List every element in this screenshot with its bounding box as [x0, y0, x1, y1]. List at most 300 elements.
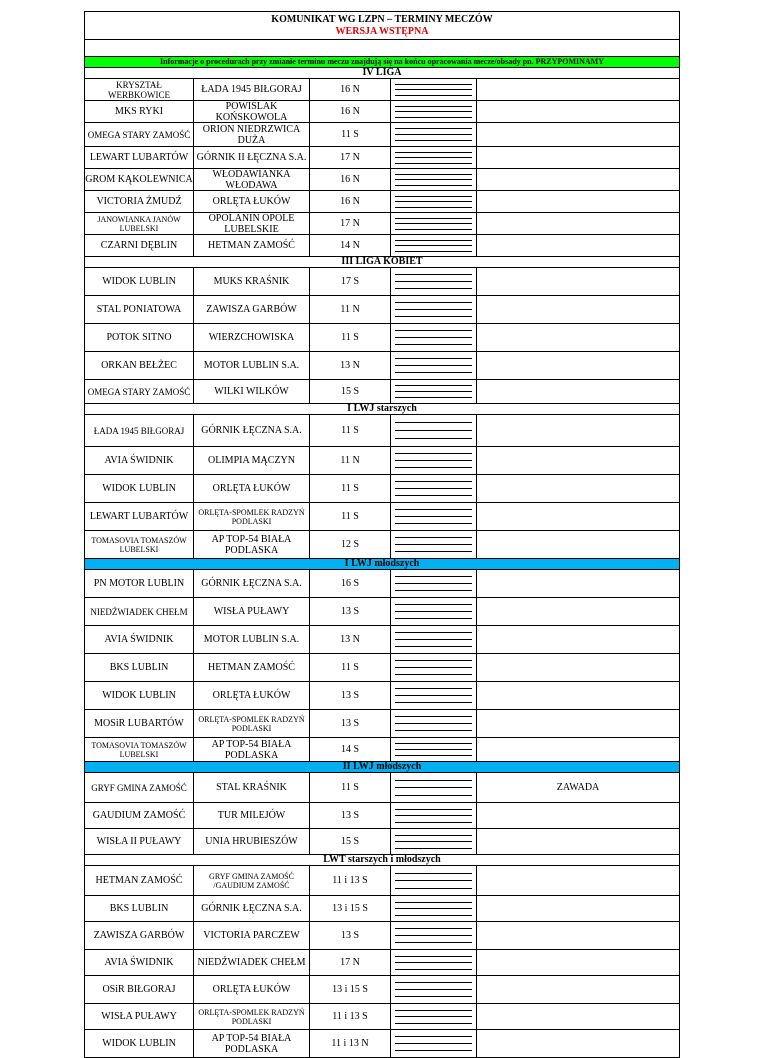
note-line: [395, 438, 472, 439]
note-line: [395, 660, 472, 661]
home-team: WIDOK LUBLIN: [85, 268, 194, 295]
notes-lines: [391, 682, 477, 709]
notes-lines: [391, 447, 477, 474]
notes-lines: [391, 1030, 477, 1057]
remark: [477, 447, 679, 474]
notes-lines: [391, 147, 477, 168]
match-row: [84, 531, 680, 559]
match-day: 16 N: [310, 169, 391, 190]
match-row: [84, 626, 680, 654]
note-line: [395, 835, 472, 836]
note-line: [395, 467, 472, 468]
note-line: [395, 179, 472, 180]
away-team: STAL KRAŚNIK: [194, 773, 310, 802]
note-line: [395, 1050, 472, 1051]
match-row: [84, 922, 680, 950]
home-team: CZARNI DĘBLIN: [85, 235, 194, 256]
remark: [477, 710, 679, 737]
match-day: 11 i 13 S: [310, 866, 391, 895]
home-team: AVIA ŚWIDNIK: [85, 950, 194, 975]
notes-lines: [391, 1004, 477, 1029]
section-header: IV LIGA: [84, 68, 680, 79]
home-team: MOSiR LUBARTÓW: [85, 710, 194, 737]
note-line: [395, 902, 472, 903]
notes-lines: [391, 950, 477, 975]
remark: [477, 570, 679, 597]
match-row: [84, 191, 680, 213]
remark: [477, 147, 679, 168]
note-line: [395, 702, 472, 703]
note-line: [395, 908, 472, 909]
home-team: JANOWIANKA JANÓW LUBELSKI: [85, 213, 194, 234]
note-line: [395, 604, 472, 605]
remark: [477, 169, 679, 190]
match-day: 13 S: [310, 922, 391, 949]
away-team: ŁADA 1945 BIŁGORAJ: [194, 79, 310, 100]
note-line: [395, 688, 472, 689]
away-team: ORLĘTA ŁUKÓW: [194, 191, 310, 212]
match-day: 17 N: [310, 213, 391, 234]
away-team: HETMAN ZAMOŚĆ: [194, 654, 310, 681]
match-row: [84, 976, 680, 1004]
notes-lines: [391, 654, 477, 681]
match-row: [84, 682, 680, 710]
note-line: [395, 632, 472, 633]
away-team: AP TOP-54 BIAŁA PODLASKA: [194, 531, 310, 558]
note-line: [395, 516, 472, 517]
match-day: 11 S: [310, 654, 391, 681]
match-day: 17 N: [310, 950, 391, 975]
note-line: [395, 646, 472, 647]
note-line: [395, 218, 472, 219]
home-team: OMEGA STARY ZAMOŚĆ: [85, 123, 194, 146]
away-team: AP TOP-54 BIAŁA PODLASKA: [194, 738, 310, 761]
remark: [477, 79, 679, 100]
note-line: [395, 509, 472, 510]
note-line: [395, 982, 472, 983]
away-team: MUKS KRAŚNIK: [194, 268, 310, 295]
notes-lines: [391, 773, 477, 802]
notes-lines: [391, 531, 477, 558]
note-line: [395, 942, 472, 943]
schedule-sheet: [84, 11, 680, 1058]
note-line: [395, 207, 472, 208]
note-line: [395, 618, 472, 619]
match-day: 13 S: [310, 598, 391, 625]
remark: [477, 475, 679, 502]
note-line: [395, 330, 472, 331]
match-row: [84, 803, 680, 829]
match-row: [84, 1004, 680, 1030]
note-line: [395, 344, 472, 345]
notes-lines: [391, 380, 477, 403]
notes-lines: [391, 570, 477, 597]
version-label: WERSJA WSTĘPNA: [335, 26, 429, 37]
note-line: [395, 583, 472, 584]
note-line: [395, 755, 472, 756]
notes-lines: [391, 324, 477, 351]
match-row: [84, 866, 680, 896]
away-team: MOTOR LUBLIN S.A.: [194, 352, 310, 379]
notes-lines: [391, 976, 477, 1003]
match-day: 15 S: [310, 829, 391, 854]
match-day: 11 i 13 S: [310, 1004, 391, 1029]
note-line: [395, 128, 472, 129]
away-team: NIEDŹWIADEK CHEŁM: [194, 950, 310, 975]
note-line: [395, 639, 472, 640]
note-line: [395, 787, 472, 788]
home-team: LEWART LUBARTÓW: [85, 147, 194, 168]
note-line: [395, 185, 472, 186]
remark: [477, 829, 679, 854]
document-title: KOMUNIKAT WG LZPN – TERMINY MECZÓW: [271, 14, 493, 25]
home-team: PN MOTOR LUBLIN: [85, 570, 194, 597]
note-line: [395, 358, 472, 359]
notes-lines: [391, 896, 477, 921]
home-team: STAL PONIATOWA: [85, 296, 194, 323]
note-line: [395, 134, 472, 135]
home-team: WISŁA PUŁAWY: [85, 1004, 194, 1029]
home-team: KRYSZTAŁ WERBKOWICE: [85, 79, 194, 100]
note-line: [395, 667, 472, 668]
match-day: 13 N: [310, 352, 391, 379]
note-line: [395, 89, 472, 90]
note-line: [395, 240, 472, 241]
remark: ZAWADA: [556, 782, 600, 793]
note-line: [395, 996, 472, 997]
notes-lines: [391, 191, 477, 212]
note-line: [395, 723, 472, 724]
note-line: [395, 302, 472, 303]
away-team: OPOLANIN OPOLE LUBELSKIE: [194, 213, 310, 234]
note-line: [395, 749, 472, 750]
away-team: VICTORIA PARCZEW: [194, 922, 310, 949]
remark: [477, 296, 679, 323]
section-header: II LWJ młodszych: [84, 762, 680, 773]
match-day: 13 i 15 S: [310, 976, 391, 1003]
info-bar: Informacje o procedurach przy zmianie terminu meczu znajdują się na końcu opracowania mecze/obsady pn. PRZYPOMINAMY: [84, 56, 680, 68]
note-line: [395, 229, 472, 230]
match-day: 16 N: [310, 79, 391, 100]
note-line: [395, 1023, 472, 1024]
match-row: [84, 447, 680, 475]
home-team: OSiR BIŁGORAJ: [85, 976, 194, 1003]
match-day: 13 N: [310, 626, 391, 653]
away-team: GÓRNIK II ŁĘCZNA S.A.: [194, 147, 310, 168]
home-team: GRYF GMINA ZAMOŚĆ: [85, 773, 194, 802]
remark: [477, 654, 679, 681]
notes-lines: [391, 803, 477, 828]
match-day: 14 N: [310, 235, 391, 256]
away-team: WILKI WILKÓW: [194, 380, 310, 403]
note-line: [395, 928, 472, 929]
away-team: POWIŚLAK KOŃSKOWOLA: [194, 101, 310, 122]
note-line: [395, 523, 472, 524]
home-team: WIDOK LUBLIN: [85, 475, 194, 502]
note-line: [395, 815, 472, 816]
note-line: [395, 157, 472, 158]
home-team: TOMASOVIA TOMASZÓW LUBELSKI: [85, 738, 194, 761]
header-spacer: [84, 40, 680, 56]
note-line: [395, 716, 472, 717]
away-team: OLIMPIA MĄCZYN: [194, 447, 310, 474]
match-day: 17 S: [310, 268, 391, 295]
home-team: WIDOK LUBLIN: [85, 1030, 194, 1057]
notes-lines: [391, 213, 477, 234]
remark: [477, 123, 679, 146]
note-line: [395, 174, 472, 175]
notes-lines: [391, 79, 477, 100]
away-team: ORLĘTA ŁUKÓW: [194, 475, 310, 502]
note-line: [395, 730, 472, 731]
home-team: ORKAN BEŁŻEC: [85, 352, 194, 379]
section-header: I LWJ młodszych: [84, 559, 680, 570]
home-team: BKS LUBLIN: [85, 896, 194, 921]
notes-lines: [391, 415, 477, 446]
note-line: [395, 1016, 472, 1017]
match-row: [84, 829, 680, 855]
note-line: [395, 453, 472, 454]
match-row: [84, 475, 680, 503]
remark: [477, 950, 679, 975]
note-line: [395, 196, 472, 197]
away-team: WISŁA PUŁAWY: [194, 598, 310, 625]
remark: [477, 738, 679, 761]
match-day: 11 S: [310, 475, 391, 502]
note-line: [395, 111, 472, 112]
match-row: [84, 352, 680, 380]
note-line: [395, 962, 472, 963]
away-team: GÓRNIK ŁĘCZNA S.A.: [194, 896, 310, 921]
note-line: [395, 841, 472, 842]
note-line: [395, 848, 472, 849]
note-line: [395, 551, 472, 552]
note-line: [395, 245, 472, 246]
away-team: ZAWISZA GARBÓW: [194, 296, 310, 323]
away-team: AP TOP-54 BIAŁA PODLASKA: [194, 1030, 310, 1057]
match-day: 14 S: [310, 738, 391, 761]
match-day: 16 N: [310, 191, 391, 212]
header-box: [84, 11, 680, 40]
notes-lines: [391, 626, 477, 653]
home-team: HETMAN ZAMOŚĆ: [85, 866, 194, 895]
match-row: [84, 738, 680, 762]
match-day: 13 S: [310, 682, 391, 709]
note-line: [395, 1010, 472, 1011]
away-team: ORLĘTA ŁUKÓW: [194, 682, 310, 709]
note-line: [395, 780, 472, 781]
notes-lines: [391, 710, 477, 737]
note-line: [395, 969, 472, 970]
remark: [477, 101, 679, 122]
match-row: [84, 268, 680, 296]
away-team: ORLĘTA ŁUKÓW: [194, 976, 310, 1003]
remark: [477, 380, 679, 403]
match-day: 15 S: [310, 380, 391, 403]
match-row: [84, 773, 680, 803]
match-row: [84, 324, 680, 352]
notes-lines: [391, 268, 477, 295]
note-line: [395, 391, 472, 392]
note-line: [395, 251, 472, 252]
note-line: [395, 743, 472, 744]
match-day: 16 S: [310, 570, 391, 597]
remark: [477, 268, 679, 295]
remark: [477, 803, 679, 828]
note-line: [395, 481, 472, 482]
note-line: [395, 365, 472, 366]
notes-lines: [391, 738, 477, 761]
note-line: [395, 385, 472, 386]
match-row: [84, 101, 680, 123]
match-day: 11 S: [310, 123, 391, 146]
note-line: [395, 309, 472, 310]
note-line: [395, 106, 472, 107]
home-team: AVIA ŚWIDNIK: [85, 626, 194, 653]
note-line: [395, 809, 472, 810]
match-day: 12 S: [310, 531, 391, 558]
match-day: 11 S: [310, 503, 391, 530]
note-line: [395, 397, 472, 398]
sections-container: [84, 68, 680, 1058]
remark: [477, 896, 679, 921]
section-header: LWT starszych i młodszych: [84, 855, 680, 866]
notes-lines: [391, 866, 477, 895]
match-row: [84, 79, 680, 101]
note-line: [395, 1036, 472, 1037]
away-team: ORLĘTA-SPOMLEK RADZYŃ PODLASKI: [194, 503, 310, 530]
home-team: AVIA ŚWIDNIK: [85, 447, 194, 474]
note-line: [395, 316, 472, 317]
notes-lines: [391, 829, 477, 854]
home-team: WISŁA II PUŁAWY: [85, 829, 194, 854]
notes-lines: [391, 475, 477, 502]
home-team: TOMASOVIA TOMASZÓW LUBELSKI: [85, 531, 194, 558]
remark: [477, 626, 679, 653]
remark: [477, 191, 679, 212]
notes-lines: [391, 296, 477, 323]
note-line: [395, 880, 472, 881]
note-line: [395, 822, 472, 823]
section-header: III LIGA KOBIET: [84, 257, 680, 268]
home-team: BKS LUBLIN: [85, 654, 194, 681]
note-line: [395, 140, 472, 141]
remark: [477, 415, 679, 446]
note-line: [395, 95, 472, 96]
match-day: 13 i 15 S: [310, 896, 391, 921]
home-team: GAUDIUM ZAMOŚĆ: [85, 803, 194, 828]
note-line: [395, 989, 472, 990]
note-line: [395, 915, 472, 916]
home-team: MKS RYKI: [85, 101, 194, 122]
note-line: [395, 695, 472, 696]
note-line: [395, 935, 472, 936]
match-row: [84, 380, 680, 404]
away-team: MOTOR LUBLIN S.A.: [194, 626, 310, 653]
away-team: WŁODAWIANKA WŁODAWA: [194, 169, 310, 190]
match-row: [84, 896, 680, 922]
remark: [477, 598, 679, 625]
note-line: [395, 281, 472, 282]
match-day: 11 i 13 N: [310, 1030, 391, 1057]
match-row: [84, 123, 680, 147]
notes-lines: [391, 123, 477, 146]
note-line: [395, 488, 472, 489]
away-team: GRYF GMINA ZAMOŚĆ /GAUDIUM ZAMOŚĆ: [194, 866, 310, 895]
note-line: [395, 1043, 472, 1044]
remark: [477, 976, 679, 1003]
match-row: [84, 570, 680, 598]
notes-lines: [391, 235, 477, 256]
match-day: 16 N: [310, 101, 391, 122]
away-team: GÓRNIK ŁĘCZNA S.A.: [194, 415, 310, 446]
note-line: [395, 223, 472, 224]
away-team: ORLĘTA-SPOMLEK RADZYŃ PODLASKI: [194, 1004, 310, 1029]
away-team: ORLĘTA-SPOMLEK RADZYŃ PODLASKI: [194, 710, 310, 737]
remark: [477, 1004, 679, 1029]
note-line: [395, 873, 472, 874]
match-day: 11 S: [310, 773, 391, 802]
home-team: ŁADA 1945 BIŁGORAJ: [85, 415, 194, 446]
note-line: [395, 163, 472, 164]
away-team: UNIA HRUBIESZÓW: [194, 829, 310, 854]
note-line: [395, 274, 472, 275]
note-line: [395, 288, 472, 289]
note-line: [395, 430, 472, 431]
home-team: NIEDŹWIADEK CHEŁM: [85, 598, 194, 625]
note-line: [395, 372, 472, 373]
note-line: [395, 422, 472, 423]
remark: [477, 324, 679, 351]
match-row: [84, 213, 680, 235]
note-line: [395, 117, 472, 118]
match-row: [84, 503, 680, 531]
notes-lines: [391, 352, 477, 379]
match-row: [84, 235, 680, 257]
match-row: [84, 169, 680, 191]
home-team: LEWART LUBARTÓW: [85, 503, 194, 530]
remark: [477, 352, 679, 379]
remark: [477, 866, 679, 895]
home-team: POTOK SITNO: [85, 324, 194, 351]
home-team: WIDOK LUBLIN: [85, 682, 194, 709]
section-header: I LWJ starszych: [84, 404, 680, 415]
home-team: GROM KĄKOLEWNICA: [85, 169, 194, 190]
match-day: 13 S: [310, 710, 391, 737]
match-day: 11 S: [310, 324, 391, 351]
remark: [477, 503, 679, 530]
note-line: [395, 544, 472, 545]
match-day: 11 N: [310, 296, 391, 323]
note-line: [395, 590, 472, 591]
match-row: [84, 710, 680, 738]
away-team: TUR MILEJÓW: [194, 803, 310, 828]
note-line: [395, 201, 472, 202]
note-line: [395, 152, 472, 153]
away-team: HETMAN ZAMOŚĆ: [194, 235, 310, 256]
notes-lines: [391, 503, 477, 530]
away-team: WIERZCHOWISKA: [194, 324, 310, 351]
match-day: 17 N: [310, 147, 391, 168]
match-row: [84, 1030, 680, 1058]
note-line: [395, 337, 472, 338]
match-row: [84, 147, 680, 169]
match-day: 11 N: [310, 447, 391, 474]
note-line: [395, 956, 472, 957]
remark: [477, 682, 679, 709]
note-line: [395, 460, 472, 461]
notes-lines: [391, 169, 477, 190]
